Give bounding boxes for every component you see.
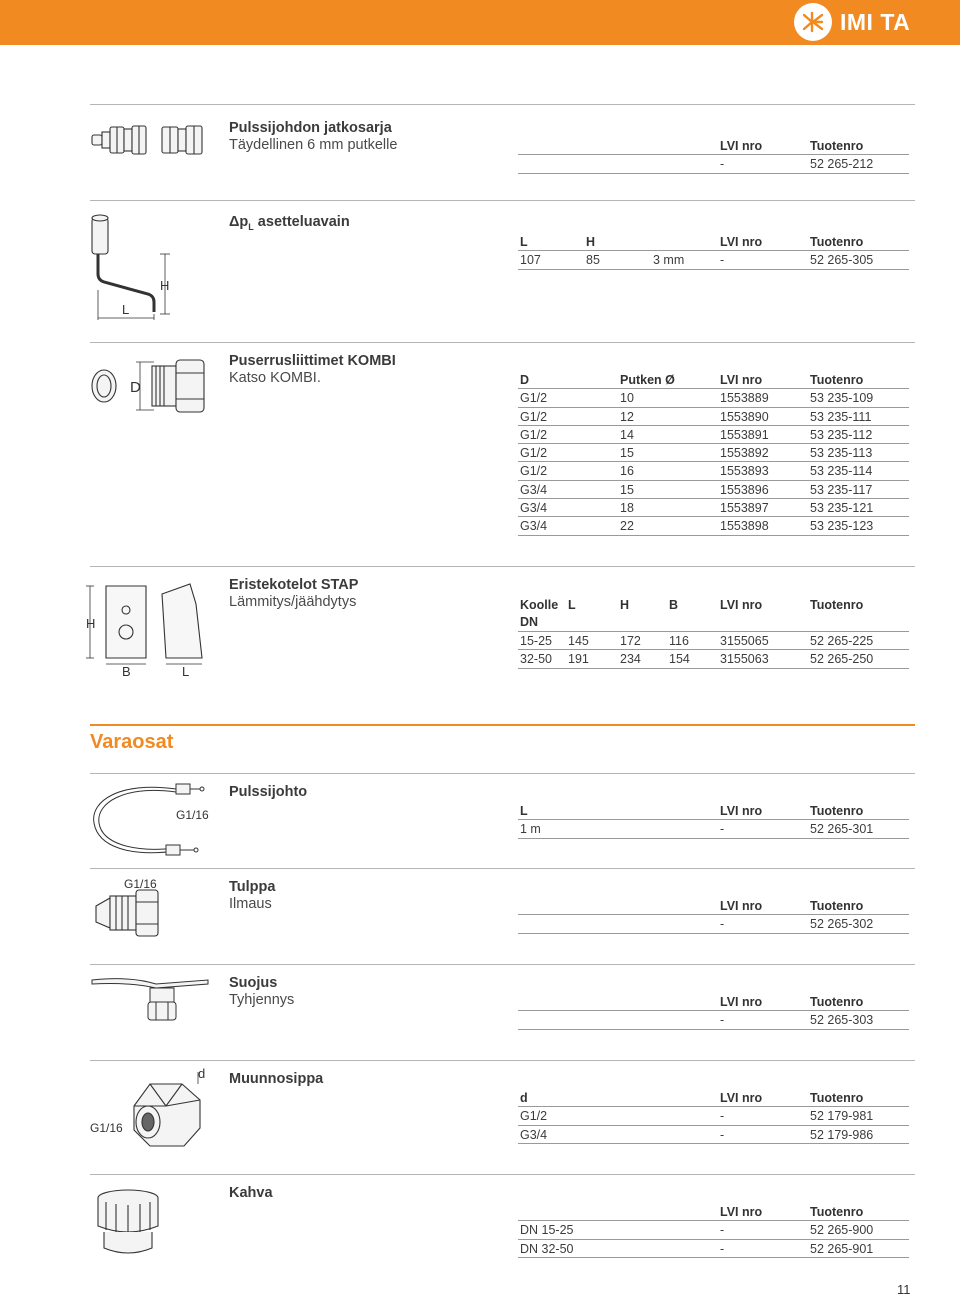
table-row: - 52 265-302 (518, 915, 909, 933)
table-header-row: L H LVI nro Tuotenro (518, 233, 909, 251)
page-number: 11 (897, 1282, 911, 1297)
table-row: 32-50 191 234 154 3155063 52 265-250 (518, 650, 909, 668)
table-header-row: LVI nro Tuotenro (518, 897, 909, 915)
table-header-row: Koolle DN L H B LVI nro Tuotenro (518, 596, 909, 632)
section-divider (90, 200, 915, 201)
compression-fitting-figure (90, 356, 215, 416)
section-divider (90, 1174, 915, 1175)
table-row: 107 85 3 mm - 52 265-305 (518, 251, 909, 269)
product-puserrusliittimet (90, 342, 915, 564)
label-thread: G1/16 (176, 808, 209, 822)
table-header-row (518, 137, 909, 155)
spare-tulppa (90, 868, 915, 961)
product-title: $\Delta p_L$ asetteluavain (229, 214, 350, 232)
table-row: G3/4 - 52 179-986 (518, 1126, 909, 1144)
part-title: Kahva (229, 1185, 273, 1201)
table-row: G3/4 18 1553897 53 235-121 (518, 499, 909, 517)
imi-logo-icon (794, 3, 832, 41)
impulse-tube-figure (90, 781, 215, 865)
product-subtitle: Täydellinen 6 mm putkelle (229, 137, 398, 153)
product-eristekotelot (86, 566, 915, 706)
product-title: Pulssijohdon jatkosarja (229, 120, 392, 136)
handle-figure (90, 1186, 215, 1272)
product-subtitle: Lämmitys/jäähdytys (229, 594, 357, 610)
section-divider (90, 868, 915, 869)
part-table (518, 897, 909, 934)
table-row: DN 32-50 - 52 265-901 (518, 1240, 909, 1258)
table-header-row: LVI nro Tuotenro (518, 993, 909, 1011)
spare-kahva (90, 1174, 915, 1274)
setting-key-figure (90, 210, 180, 325)
part-title: Pulssijohto (229, 784, 308, 800)
table-header-row: L LVI nro Tuotenro (518, 802, 909, 820)
spare-parts-heading: Varaosat (90, 731, 174, 753)
label-thread: G1/16 (124, 877, 157, 891)
adapter-figure (90, 1066, 215, 1166)
product-jatkosarja (90, 104, 915, 199)
label-h: H (160, 278, 170, 293)
plug-figure (90, 876, 215, 956)
product-table (518, 137, 909, 174)
table-row: - 52 265-212 (518, 155, 909, 173)
label-l: L (182, 664, 190, 676)
brand-logo (794, 3, 910, 41)
table-row: G1/2 - 52 179-981 (518, 1107, 909, 1125)
label-thread: G1/16 (90, 1121, 123, 1135)
table-row: DN 15-25 - 52 265-900 (518, 1221, 909, 1239)
part-title: Muunnosippa (229, 1071, 324, 1087)
header-bar (0, 0, 960, 45)
product-asetteluavain (90, 200, 915, 340)
table-row: - 52 265-303 (518, 1011, 909, 1029)
table-row: 1 m - 52 265-301 (518, 820, 909, 838)
table-header-row: d LVI nro Tuotenro (518, 1089, 909, 1107)
section-divider (90, 104, 915, 105)
extension-kit-figure (90, 118, 210, 162)
table-row: G1/2 14 1553891 53 235-112 (518, 426, 909, 444)
part-subtitle: Tyhjennys (229, 992, 295, 1008)
section-divider (90, 342, 915, 343)
table-row: 15-25 145 172 116 3155065 52 265-225 (518, 632, 909, 650)
table-header-row: D Putken Ø LVI nro Tuotenro (518, 371, 909, 389)
product-table (518, 371, 909, 536)
spare-parts-divider (90, 724, 915, 726)
spare-pulssijohto (90, 773, 915, 865)
section-divider (90, 964, 915, 965)
part-table (518, 802, 909, 839)
part-table (518, 993, 909, 1030)
label-h: H (86, 616, 96, 631)
part-table (518, 1089, 909, 1144)
product-title: Eristekotelot STAP (229, 577, 359, 593)
section-divider (90, 1060, 915, 1061)
part-table (518, 1203, 909, 1258)
table-row: G1/2 16 1553893 53 235-114 (518, 462, 909, 480)
section-divider (90, 566, 915, 567)
part-subtitle: Ilmaus (229, 896, 272, 912)
table-row: G3/4 22 1553898 53 235-123 (518, 517, 909, 535)
label-b: B (122, 664, 131, 676)
table-row: G3/4 15 1553896 53 235-117 (518, 481, 909, 499)
product-table (518, 596, 909, 669)
table-row: G1/2 12 1553890 53 235-111 (518, 408, 909, 426)
cap-figure (90, 970, 215, 1030)
spare-suojus (90, 964, 915, 1057)
table-row: G1/2 15 1553892 53 235-113 (518, 444, 909, 462)
label-l: L (122, 302, 130, 317)
col-tuotenro: Tuotenro (810, 139, 864, 153)
table-header-row: LVI nro Tuotenro (518, 1203, 909, 1221)
table-row: G1/2 10 1553889 53 235-109 (518, 389, 909, 407)
spare-muunnosippa (90, 1060, 915, 1172)
section-divider (90, 773, 915, 774)
product-subtitle: Katso KOMBI. (229, 370, 321, 386)
label-d: D (130, 379, 141, 396)
brand-name: IMI TA (840, 8, 911, 35)
part-title: Tulppa (229, 879, 276, 895)
part-title: Suojus (229, 975, 278, 991)
col-lvi: LVI nro (720, 139, 763, 153)
label-d: d (198, 1066, 206, 1081)
product-table (518, 233, 909, 270)
insulation-shell-figure (84, 576, 209, 676)
product-title: Puserrusliittimet KOMBI (229, 353, 396, 369)
